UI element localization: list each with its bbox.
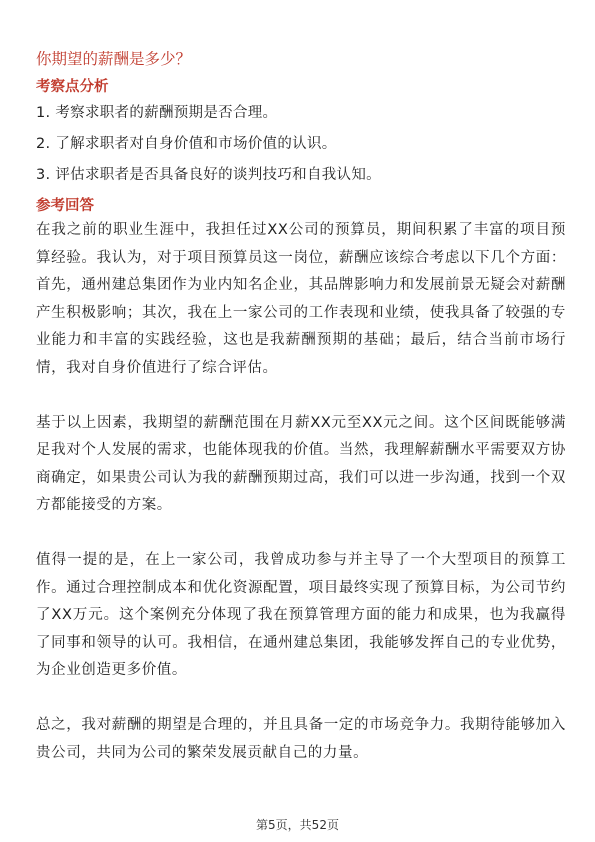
analysis-point: 1. 考察求职者的薪酬预期是否合理。 <box>36 105 278 121</box>
answer-title: 参考回答 <box>36 198 94 214</box>
answer-paragraph: 在我之前的职业生涯中，我担任过XX公司的预算员，期间积累了丰富的项目预算经验。我认为，对于项目预算员这一岗位，薪酬应该综合考虑以下几个方面：首先，通州建总集团作为业内知名企业，其品牌影响力和发展前景无疑会对薪酬产生积极影响；其次，我在上一家公司的工作表现和业绩，使我具备了较强的专业能力和丰富的实践经验，这也是我薪酬预期的基础；最后，结合当前市场行情，我对自身价值进行了综合评估。 <box>36 222 566 376</box>
analysis-point: 3. 评估求职者是否具备良好的谈判技巧和自我认知。 <box>36 167 381 183</box>
answer-paragraph: 总之，我对薪酬的期望是合理的，并且具备一定的市场竞争力。我期待能够加入贵公司，共同为公司的繁荣发展贡献自己的力量。 <box>36 717 566 761</box>
analysis-title: 考察点分析 <box>36 79 109 95</box>
answer-paragraph: 值得一提的是，在上一家公司，我曾成功参与并主导了一个大型项目的预算工作。通过合理控制成本和优化资源配置，项目最终实现了预算目标，为公司节约了XX万元。这个案例充分体现了我在预算管理方面的能力和成果，也为我赢得了同事和领导的认可。我相信，在通州建总集团，我能够发挥自己的专业优势，为企业创造更多价值。 <box>36 552 566 678</box>
analysis-point: 2. 了解求职者对自身价值和市场价值的认识。 <box>36 136 337 152</box>
answer-paragraph: 基于以上因素，我期望的薪酬范围在月薪XX元至XX元之间。这个区间既能够满足我对个人发展的需求，也能体现我的价值。当然，我理解薪酬水平需要双方协商确定，如果贵公司认为我的薪酬预期过高，我们可以进一步沟通，找到一个双方都能接受的方案。 <box>36 414 566 513</box>
page-content <box>36 48 566 795</box>
page-number: 第5页，共52页 <box>256 818 339 832</box>
analysis-points <box>36 102 566 186</box>
question-heading: 你期望的薪酬是多少？ <box>36 50 192 68</box>
